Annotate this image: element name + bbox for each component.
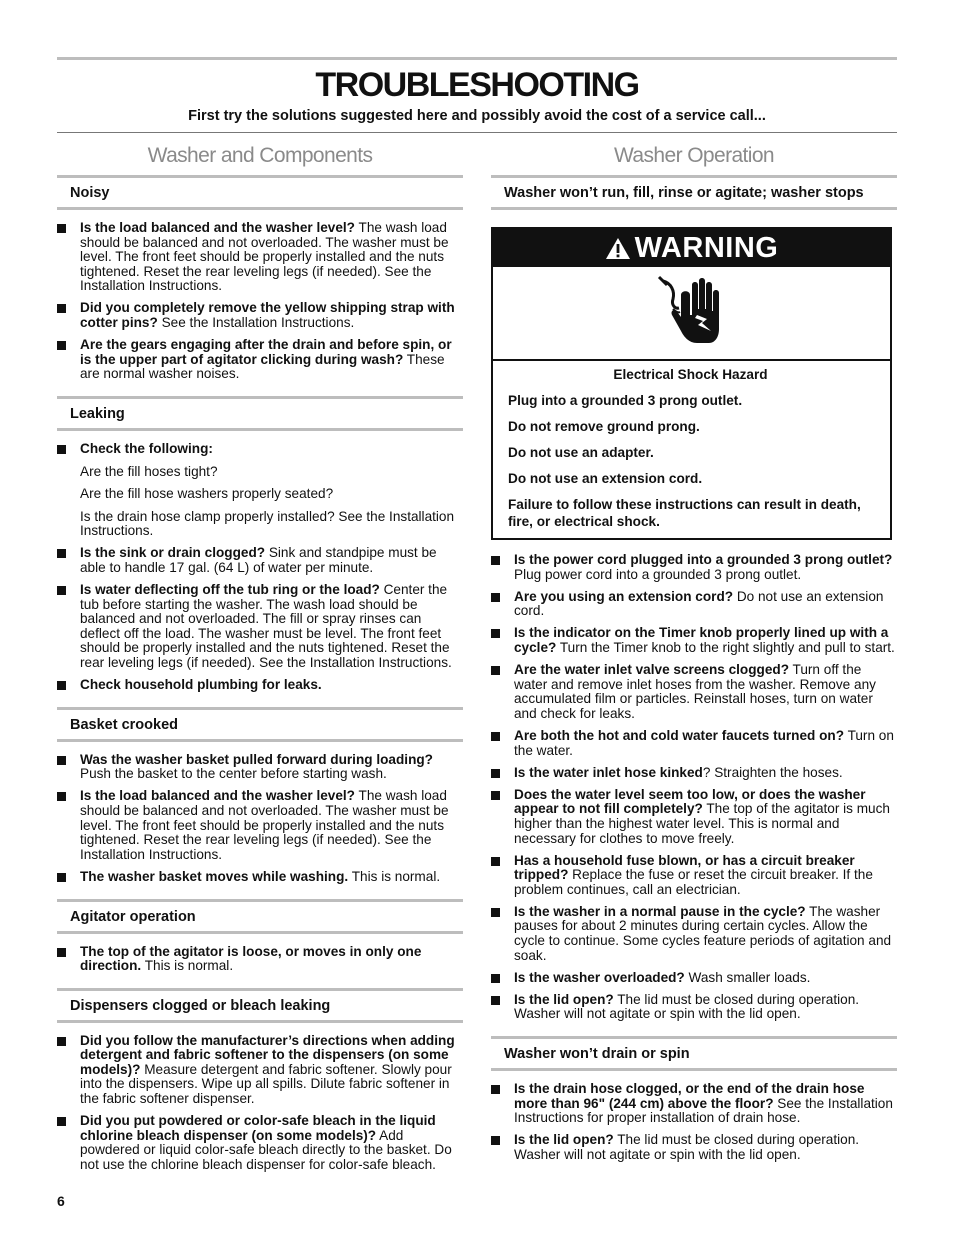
warning-icon-area bbox=[493, 267, 890, 361]
left-column bbox=[57, 137, 463, 1187]
bullet-icon bbox=[57, 948, 66, 957]
bullet-icon bbox=[491, 556, 500, 565]
column-heading-washer-operation: Washer Operation bbox=[613, 144, 775, 167]
item-question: Was the washer basket pulled forward during loading? bbox=[80, 751, 433, 767]
item-question: Check the following: bbox=[80, 440, 213, 456]
item-answer: See the Installation Instructions for proper installation of drain hose. bbox=[514, 1095, 893, 1126]
item-question: Does the water level seem too low, or does the washer appear to not fill completely? bbox=[514, 786, 866, 817]
item-question: Are the water inlet valve screens clogged? bbox=[514, 662, 790, 678]
bullet-icon bbox=[57, 341, 66, 350]
list-item bbox=[57, 753, 463, 782]
item-question: Did you put powdered or color-safe bleach in the liquid chlorine bleach dispenser (on some models)? bbox=[80, 1113, 436, 1143]
item-question: Is the power cord plugged into a grounded 3 prong outlet? bbox=[514, 552, 893, 567]
item-answer: The wash load should be balanced and not overloaded. The washer must be level. The front feet should be properly installed and the nuts tightened. Reset the rear leveling legs (if needed). See the Installation Instructions. bbox=[80, 220, 449, 294]
check-item: Is the drain hose clamp properly installed? See the Installation Instructions. bbox=[80, 508, 455, 539]
warning-line: Do not remove ground prong. bbox=[508, 419, 700, 434]
list-item bbox=[491, 553, 897, 582]
list-item bbox=[491, 993, 897, 1022]
item-question: Is the drain hose clogged, or the end of the drain hose more than 96" (244 cm) above the floor? bbox=[514, 1081, 865, 1111]
list-item bbox=[57, 442, 463, 539]
item-question: Check household plumbing for leaks. bbox=[80, 677, 322, 693]
subtitle-rule bbox=[57, 132, 897, 133]
item-answer: These are normal washer noises. bbox=[80, 351, 445, 382]
page-number: 6 bbox=[57, 1193, 65, 1209]
warning-triangle-icon bbox=[605, 237, 631, 260]
bullet-icon bbox=[57, 445, 66, 454]
bullet-icon bbox=[491, 629, 500, 638]
agitator-list bbox=[57, 934, 463, 988]
list-item bbox=[491, 626, 897, 655]
wont-drain-list bbox=[491, 1071, 897, 1176]
bullet-icon bbox=[57, 586, 66, 595]
wont-run-list bbox=[491, 553, 897, 1036]
section-heading-dispensers: Dispensers clogged or bleach leaking bbox=[57, 988, 463, 1023]
list-item bbox=[57, 1114, 463, 1172]
bullet-icon bbox=[491, 974, 500, 983]
item-answer: Center the tub before starting the washer. The wash load should be balanced and not overloaded. The fill or spray rinses can deflect off the load. The washer must be level. The front feet should be properly installed and the nuts tightened. Reset the rear leveling legs (if needed). See the Installation Instructions. bbox=[80, 582, 452, 671]
bullet-icon bbox=[57, 1037, 66, 1046]
right-column bbox=[491, 137, 897, 1177]
section-heading-agitator: Agitator operation bbox=[57, 899, 463, 934]
noisy-list bbox=[57, 210, 463, 396]
warning-line: Do not use an extension cord. bbox=[508, 471, 703, 486]
bullet-icon bbox=[57, 224, 66, 233]
item-answer: Turn the Timer knob to the right slightly and pull to start. bbox=[556, 639, 895, 655]
section-heading-wont-drain: Washer won’t drain or spin bbox=[491, 1036, 897, 1071]
bullet-icon bbox=[491, 666, 500, 675]
bullet-icon bbox=[491, 593, 500, 602]
list-item bbox=[57, 870, 463, 885]
item-question: Are both the hot and cold water faucets turned on? bbox=[514, 727, 845, 743]
bullet-icon bbox=[57, 549, 66, 558]
item-question: Is the water inlet hose kinked bbox=[514, 764, 703, 780]
warning-box bbox=[491, 227, 892, 540]
item-answer: The washer pauses for about 2 minutes during certain cycles. Allow the cycle to continue. Some cycles feature periods of agitation and soak. bbox=[514, 903, 892, 963]
item-answer: The lid must be closed during operation. Washer will not agitate or spin with the lid open. bbox=[514, 1132, 860, 1162]
bullet-icon bbox=[491, 1085, 500, 1094]
list-item bbox=[491, 729, 897, 758]
item-question: Is the sink or drain clogged? bbox=[80, 545, 266, 561]
bullet-icon bbox=[57, 756, 66, 765]
list-item bbox=[491, 663, 897, 721]
top-rule bbox=[57, 57, 897, 60]
bullet-icon bbox=[57, 792, 66, 801]
item-answer: See the Installation Instructions. bbox=[157, 315, 355, 331]
section-heading-basket-crooked: Basket crooked bbox=[57, 707, 463, 742]
dispensers-list bbox=[57, 1023, 463, 1187]
page-title: TROUBLESHOOTING bbox=[315, 66, 639, 104]
bullet-icon bbox=[491, 791, 500, 800]
list-item bbox=[57, 678, 463, 693]
item-answer: The wash load should be balanced and not overloaded. The washer must be level. The front feet should be properly installed and the nuts tightened. Reset the rear leveling legs (if needed). See the Installation Instructions. bbox=[80, 788, 449, 862]
list-item bbox=[57, 301, 463, 330]
item-question: Did you follow the manufacturer’s directions when adding detergent and fabric softener to the dispensers (on some models)? bbox=[80, 1032, 455, 1077]
item-answer: The lid must be closed during operation. Washer will not agitate or spin with the lid open. bbox=[514, 991, 860, 1022]
bullet-icon bbox=[491, 769, 500, 778]
item-answer: Push the basket to the center before starting wash. bbox=[80, 766, 387, 782]
bullet-icon bbox=[57, 304, 66, 313]
item-question: Is the washer in a normal pause in the cycle? bbox=[514, 903, 806, 919]
item-answer: Plug power cord into a grounded 3 prong outlet. bbox=[514, 566, 802, 582]
bullet-icon bbox=[57, 1117, 66, 1126]
warning-text bbox=[493, 361, 890, 538]
item-answer: Do not use an extension cord. bbox=[514, 588, 884, 619]
list-item bbox=[491, 905, 897, 963]
item-question: Are you using an extension cord? bbox=[514, 588, 734, 604]
bullet-icon bbox=[491, 1136, 500, 1145]
list-item bbox=[491, 854, 897, 898]
bullet-icon bbox=[491, 908, 500, 917]
item-question: Did you completely remove the yellow shipping strap with cotter pins? bbox=[80, 300, 455, 331]
item-question: Is the load balanced and the washer level? bbox=[80, 220, 355, 235]
item-question: Is water deflecting off the tub ring or the load? bbox=[80, 582, 380, 598]
item-question: Are the gears engaging after the drain and before spin, or is the upper part of agitator clicking during wash? bbox=[80, 337, 452, 367]
item-question: Is the washer overloaded? bbox=[514, 969, 685, 985]
item-answer: Turn on the water. bbox=[514, 727, 894, 758]
list-item bbox=[491, 766, 897, 781]
list-item bbox=[57, 945, 463, 974]
item-question: Has a household fuse blown, or has a circuit breaker tripped? bbox=[514, 852, 855, 883]
item-question: Is the indicator on the Timer knob properly lined up with a cycle? bbox=[514, 625, 889, 655]
section-heading-leaking: Leaking bbox=[57, 396, 463, 431]
item-answer: Turn off the water and remove inlet hoses from the washer. Remove any accumulated film or particles. Reinstall hoses, turn on water and check for leaks. bbox=[514, 662, 876, 721]
list-item bbox=[491, 1133, 897, 1162]
list-item bbox=[57, 789, 463, 862]
check-item: Are the fill hose washers properly seated? bbox=[80, 486, 334, 502]
item-answer: ? Straighten the hoses. bbox=[702, 764, 843, 780]
item-answer: Sink and standpipe must be able to handle 17 gal. (64 L) of water per minute. bbox=[80, 545, 437, 575]
item-question: The top of the agitator is loose, or moves in only one direction. bbox=[80, 943, 422, 974]
item-question: Is the load balanced and the washer level? bbox=[80, 788, 355, 804]
item-answer: This is normal. bbox=[348, 868, 441, 884]
item-answer: Wash smaller loads. bbox=[684, 969, 811, 985]
warning-line: Failure to follow these instructions can result in death, fire, or electrical shock. bbox=[508, 497, 861, 529]
leaking-list bbox=[57, 431, 463, 707]
list-item bbox=[57, 221, 463, 294]
list-item bbox=[57, 583, 463, 671]
bullet-icon bbox=[491, 857, 500, 866]
warning-label: WARNING bbox=[634, 231, 779, 264]
list-item bbox=[57, 1034, 463, 1107]
item-answer: Measure detergent and fabric softener. Slowly pour into the dispensers. Wipe up all spills. Dilute fabric softener in the fabric softener dispenser. bbox=[80, 1061, 452, 1107]
item-answer: The top of the agitator is much higher than the highest water level. This is normal and necessary for clothes to move freely. bbox=[514, 801, 890, 846]
bullet-icon bbox=[491, 996, 500, 1005]
bullet-icon bbox=[57, 681, 66, 690]
electrical-shock-hand-icon bbox=[657, 275, 727, 351]
basket-list bbox=[57, 742, 463, 899]
bullet-icon bbox=[57, 873, 66, 882]
column-heading-washer-components: Washer and Components bbox=[147, 144, 373, 167]
list-item bbox=[491, 971, 897, 986]
item-answer: Replace the fuse or reset the circuit breaker. If the problem continues, call an electrician. bbox=[514, 867, 873, 897]
list-item bbox=[491, 788, 897, 846]
list-item bbox=[491, 1082, 897, 1126]
warning-line: Plug into a grounded 3 prong outlet. bbox=[508, 393, 743, 408]
list-item bbox=[491, 590, 897, 619]
item-question: Is the lid open? bbox=[514, 991, 614, 1007]
item-question: Is the lid open? bbox=[514, 1132, 614, 1148]
item-question: The washer basket moves while washing. bbox=[80, 868, 349, 884]
hazard-title: Electrical Shock Hazard bbox=[613, 367, 768, 382]
warning-header bbox=[493, 229, 890, 267]
section-heading-noisy: Noisy bbox=[57, 175, 463, 210]
list-item bbox=[57, 338, 463, 382]
item-answer: This is normal. bbox=[141, 958, 234, 974]
section-heading-wont-run: Washer won’t run, fill, rinse or agitate; washer stops bbox=[491, 175, 897, 210]
item-answer: Add powdered or liquid color-safe bleach directly to the basket. Do not use the chlorine bleach dispenser for color-safe bleach. bbox=[80, 1127, 452, 1172]
bullet-icon bbox=[491, 732, 500, 741]
list-item bbox=[57, 546, 463, 575]
check-item: Are the fill hoses tight? bbox=[80, 463, 218, 479]
warning-line: Do not use an adapter. bbox=[508, 445, 654, 460]
page-subtitle: First try the solutions suggested here and possibly avoid the cost of a service call... bbox=[188, 108, 766, 124]
